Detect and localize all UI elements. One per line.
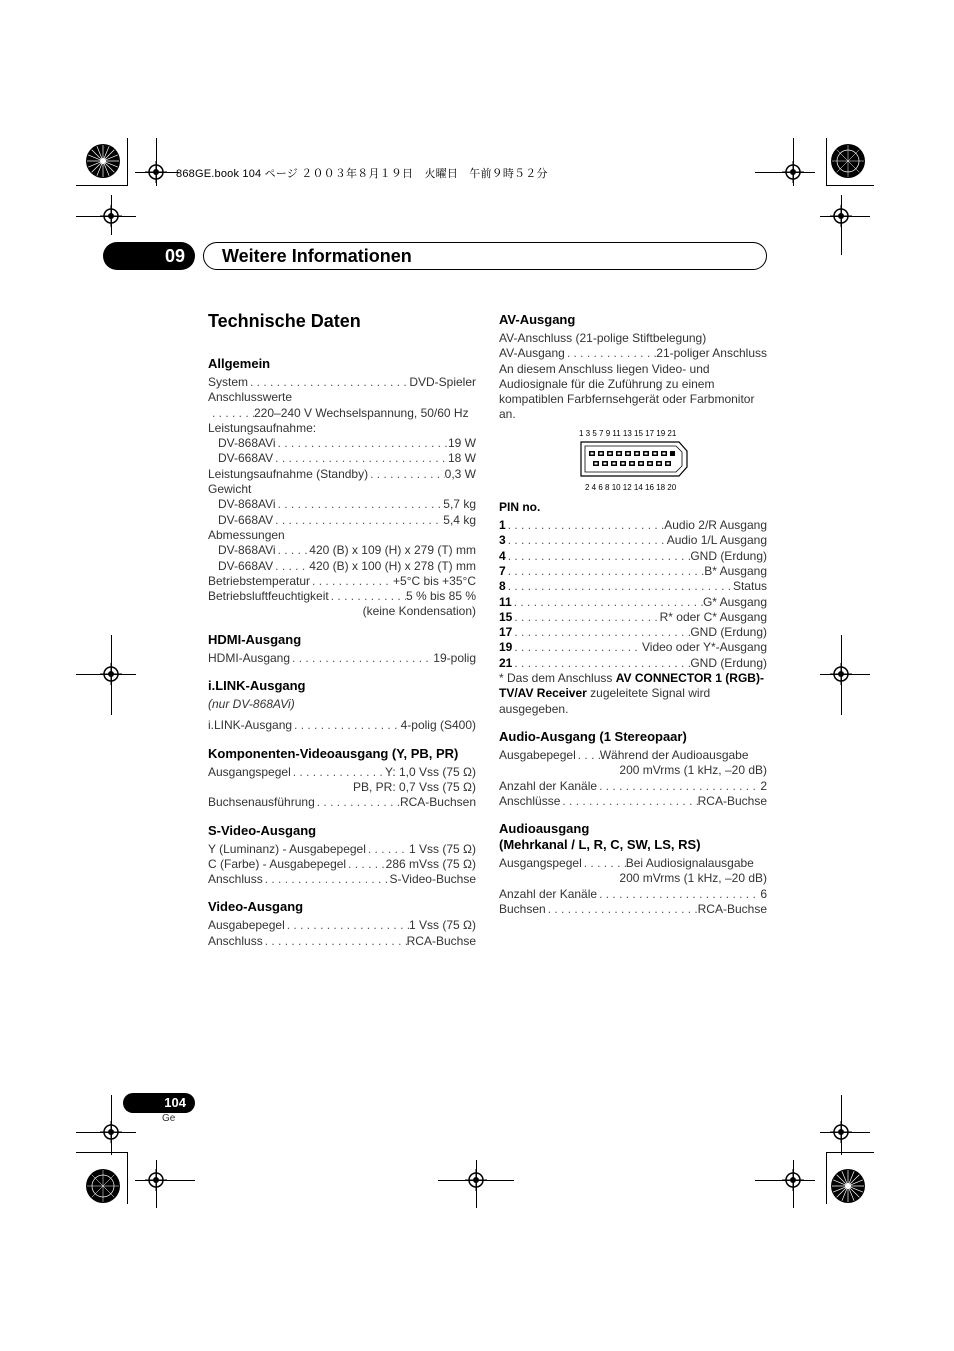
section-heading: Komponenten-Videoausgang (Y, PB, PR) <box>208 745 459 761</box>
spec-label: Gewicht <box>208 482 252 497</box>
registration-wheel-icon <box>830 1168 866 1204</box>
crosshair-icon <box>145 1169 167 1191</box>
scart-connector-icon <box>579 439 689 479</box>
section-video <box>208 899 476 949</box>
spec-row: . . . 220–240 V Wechselspannung, 50/60 Hz <box>208 406 476 421</box>
spec-row: Anschluss . . . S-Video-Buchse <box>208 872 476 887</box>
pin-row: 3 . . . Audio 1/L Ausgang <box>499 533 767 548</box>
spec-note: (nur DV-868AVi) <box>208 697 295 712</box>
spec-row: Anschlüsse . . . RCA-Buchse <box>499 794 767 809</box>
spec-row: Ausgangspegel . . . Y: 1,0 Vss (75 Ω) <box>208 765 476 780</box>
spec-value: 200 mVrms (1 kHz, –20 dB) <box>619 871 767 886</box>
pin-row: 4 . . . GND (Erdung) <box>499 549 767 564</box>
page-title: Technische Daten <box>208 311 361 331</box>
registration-wheel-icon <box>830 143 866 179</box>
crosshair-icon <box>145 161 167 183</box>
spec-text: An diesem Anschluss liegen Video- und Audiosignale für die Zuführung zu einem kompatiblen Farbfernsehgerät oder Farbmonitor an. <box>499 361 755 422</box>
spec-row: Buchsenausführung . . . RCA-Buchsen <box>208 795 476 810</box>
pin-row: 19 . . . Video oder Y*-Ausgang <box>499 640 767 655</box>
spec-label: Anschlusswerte <box>208 390 293 405</box>
spec-label: Leistungsaufnahme: <box>208 420 317 435</box>
spec-label: AV-Anschluss (21-polige Stiftbelegung) <box>499 331 707 345</box>
spec-row: DV-668AV . . . 420 (B) x 100 (H) x 278 (T) mm <box>208 559 476 574</box>
spec-row: DV-868AVi . . . 420 (B) x 109 (H) x 279 (T) mm <box>208 543 476 558</box>
spec-row: Ausgabepegel . . . Während der Audioausgabe <box>499 748 767 763</box>
pin-row: 15 . . . R* oder C* Ausgang <box>499 610 767 625</box>
crosshair-icon <box>100 663 122 685</box>
spec-row: Buchsen . . . RCA-Buchse <box>499 902 767 917</box>
spec-row: Anzahl der Kanäle . . . 6 <box>499 887 767 902</box>
left-column <box>208 310 476 961</box>
print-header: 868GE.book 104 ページ ２００３年８月１９日 火曜日 午前９時５２分 <box>176 168 548 180</box>
section-komponenten <box>208 746 476 811</box>
section-heading: Audioausgang <box>499 821 590 837</box>
section-audio-stereo <box>499 729 767 809</box>
spec-row: DV-868AVi . . . 19 W <box>208 436 476 451</box>
pin-row: 7 . . . B* Ausgang <box>499 564 767 579</box>
section-audio-multi <box>499 821 767 917</box>
spec-value: PB, PR: 0,7 Vss (75 Ω) <box>352 779 476 794</box>
spec-value: 200 mVrms (1 kHz, –20 dB) <box>619 763 767 778</box>
scart-bottom-pins: 2 4 6 8 10 12 14 16 18 20 <box>585 483 677 493</box>
pin-footnote: * Das dem Anschluss AV CONNECTOR 1 (RGB)-TV/AV Receiver zugeleitete Signal wird ausgegeben. <box>499 671 764 716</box>
spec-row: Leistungsaufnahme (Standby) . . . 0,3 W <box>208 467 476 482</box>
pin-row: 21 . . . GND (Erdung) <box>499 656 767 671</box>
registration-wheel-icon <box>85 1168 121 1204</box>
spec-row: System . . . DVD-Spieler <box>208 375 476 390</box>
crosshair-icon <box>830 205 852 227</box>
spec-row: Ausgangspegel . . . Bei Audiosignalausgabe <box>499 856 767 871</box>
page-number: 104 <box>123 1093 195 1113</box>
crosshair-icon <box>782 161 804 183</box>
section-heading: Allgemein <box>208 356 271 371</box>
section-heading: HDMI-Ausgang <box>208 631 302 647</box>
spec-row: i.LINK-Ausgang . . . 4-polig (S400) <box>208 718 476 733</box>
spec-row: DV-668AV . . . 18 W <box>208 451 476 466</box>
chapter-number: 09 <box>103 242 195 270</box>
section-svideo <box>208 823 476 888</box>
crosshair-icon <box>830 663 852 685</box>
spec-row: AV-Ausgang . . . 21-poliger Anschluss <box>499 346 767 361</box>
language-code: Ge <box>162 1113 176 1124</box>
section-av <box>499 312 767 717</box>
section-heading: S-Video-Ausgang <box>208 822 317 838</box>
section-heading: Video-Ausgang <box>208 899 304 915</box>
pin-list <box>499 518 767 671</box>
spec-row: Anschluss . . . RCA-Buchse <box>208 934 476 949</box>
pin-row: 1 . . . Audio 2/R Ausgang <box>499 518 767 533</box>
pin-row: 17 . . . GND (Erdung) <box>499 625 767 640</box>
spec-row: C (Farbe) - Ausgabepegel . . . 286 mVss (75 Ω) <box>208 857 476 872</box>
crosshair-icon <box>465 1169 487 1191</box>
right-column <box>499 312 767 929</box>
pin-row: 11 . . . G* Ausgang <box>499 595 767 610</box>
spec-label: Abmessungen <box>208 527 285 542</box>
crosshair-icon <box>100 1121 122 1143</box>
spec-row: Ausgabepegel . . . 1 Vss (75 Ω) <box>208 918 476 933</box>
scart-diagram <box>579 429 689 493</box>
crosshair-icon <box>830 1121 852 1143</box>
pin-heading: PIN no. <box>499 500 541 515</box>
section-hdmi <box>208 632 476 666</box>
pin-row: 8 . . . Status <box>499 579 767 594</box>
spec-row: DV-668AV . . . 5,4 kg <box>208 513 476 528</box>
spec-row: DV-868AVi . . . 5,7 kg <box>208 497 476 512</box>
spec-row: HDMI-Ausgang . . . 19-polig <box>208 651 476 666</box>
registration-wheel-icon <box>85 143 121 179</box>
section-heading: i.LINK-Ausgang <box>208 678 306 694</box>
spec-row: Anzahl der Kanäle . . . 2 <box>499 779 767 794</box>
scart-top-pins: 1 3 5 7 9 11 13 15 17 19 21 <box>579 428 677 438</box>
spec-row: Betriebsluftfeuchtigkeit . . . 5 % bis 85 % <box>208 589 476 604</box>
chapter-title: Weitere Informationen <box>222 246 412 266</box>
section-heading: (Mehrkanal / L, R, C, SW, LS, RS) <box>499 837 701 853</box>
crosshair-icon <box>782 1169 804 1191</box>
section-heading: AV-Ausgang <box>499 312 576 327</box>
section-heading: Audio-Ausgang (1 Stereopaar) <box>499 728 687 744</box>
spec-row: Y (Luminanz) - Ausgabepegel . . . 1 Vss (75 Ω) <box>208 842 476 857</box>
crosshair-icon <box>100 205 122 227</box>
section-allgemein <box>208 356 476 620</box>
section-ilink <box>208 678 476 734</box>
spec-row: Betriebstemperatur . . . +5°C bis +35°C <box>208 574 476 589</box>
spec-note: (keine Kondensation) <box>362 604 476 619</box>
